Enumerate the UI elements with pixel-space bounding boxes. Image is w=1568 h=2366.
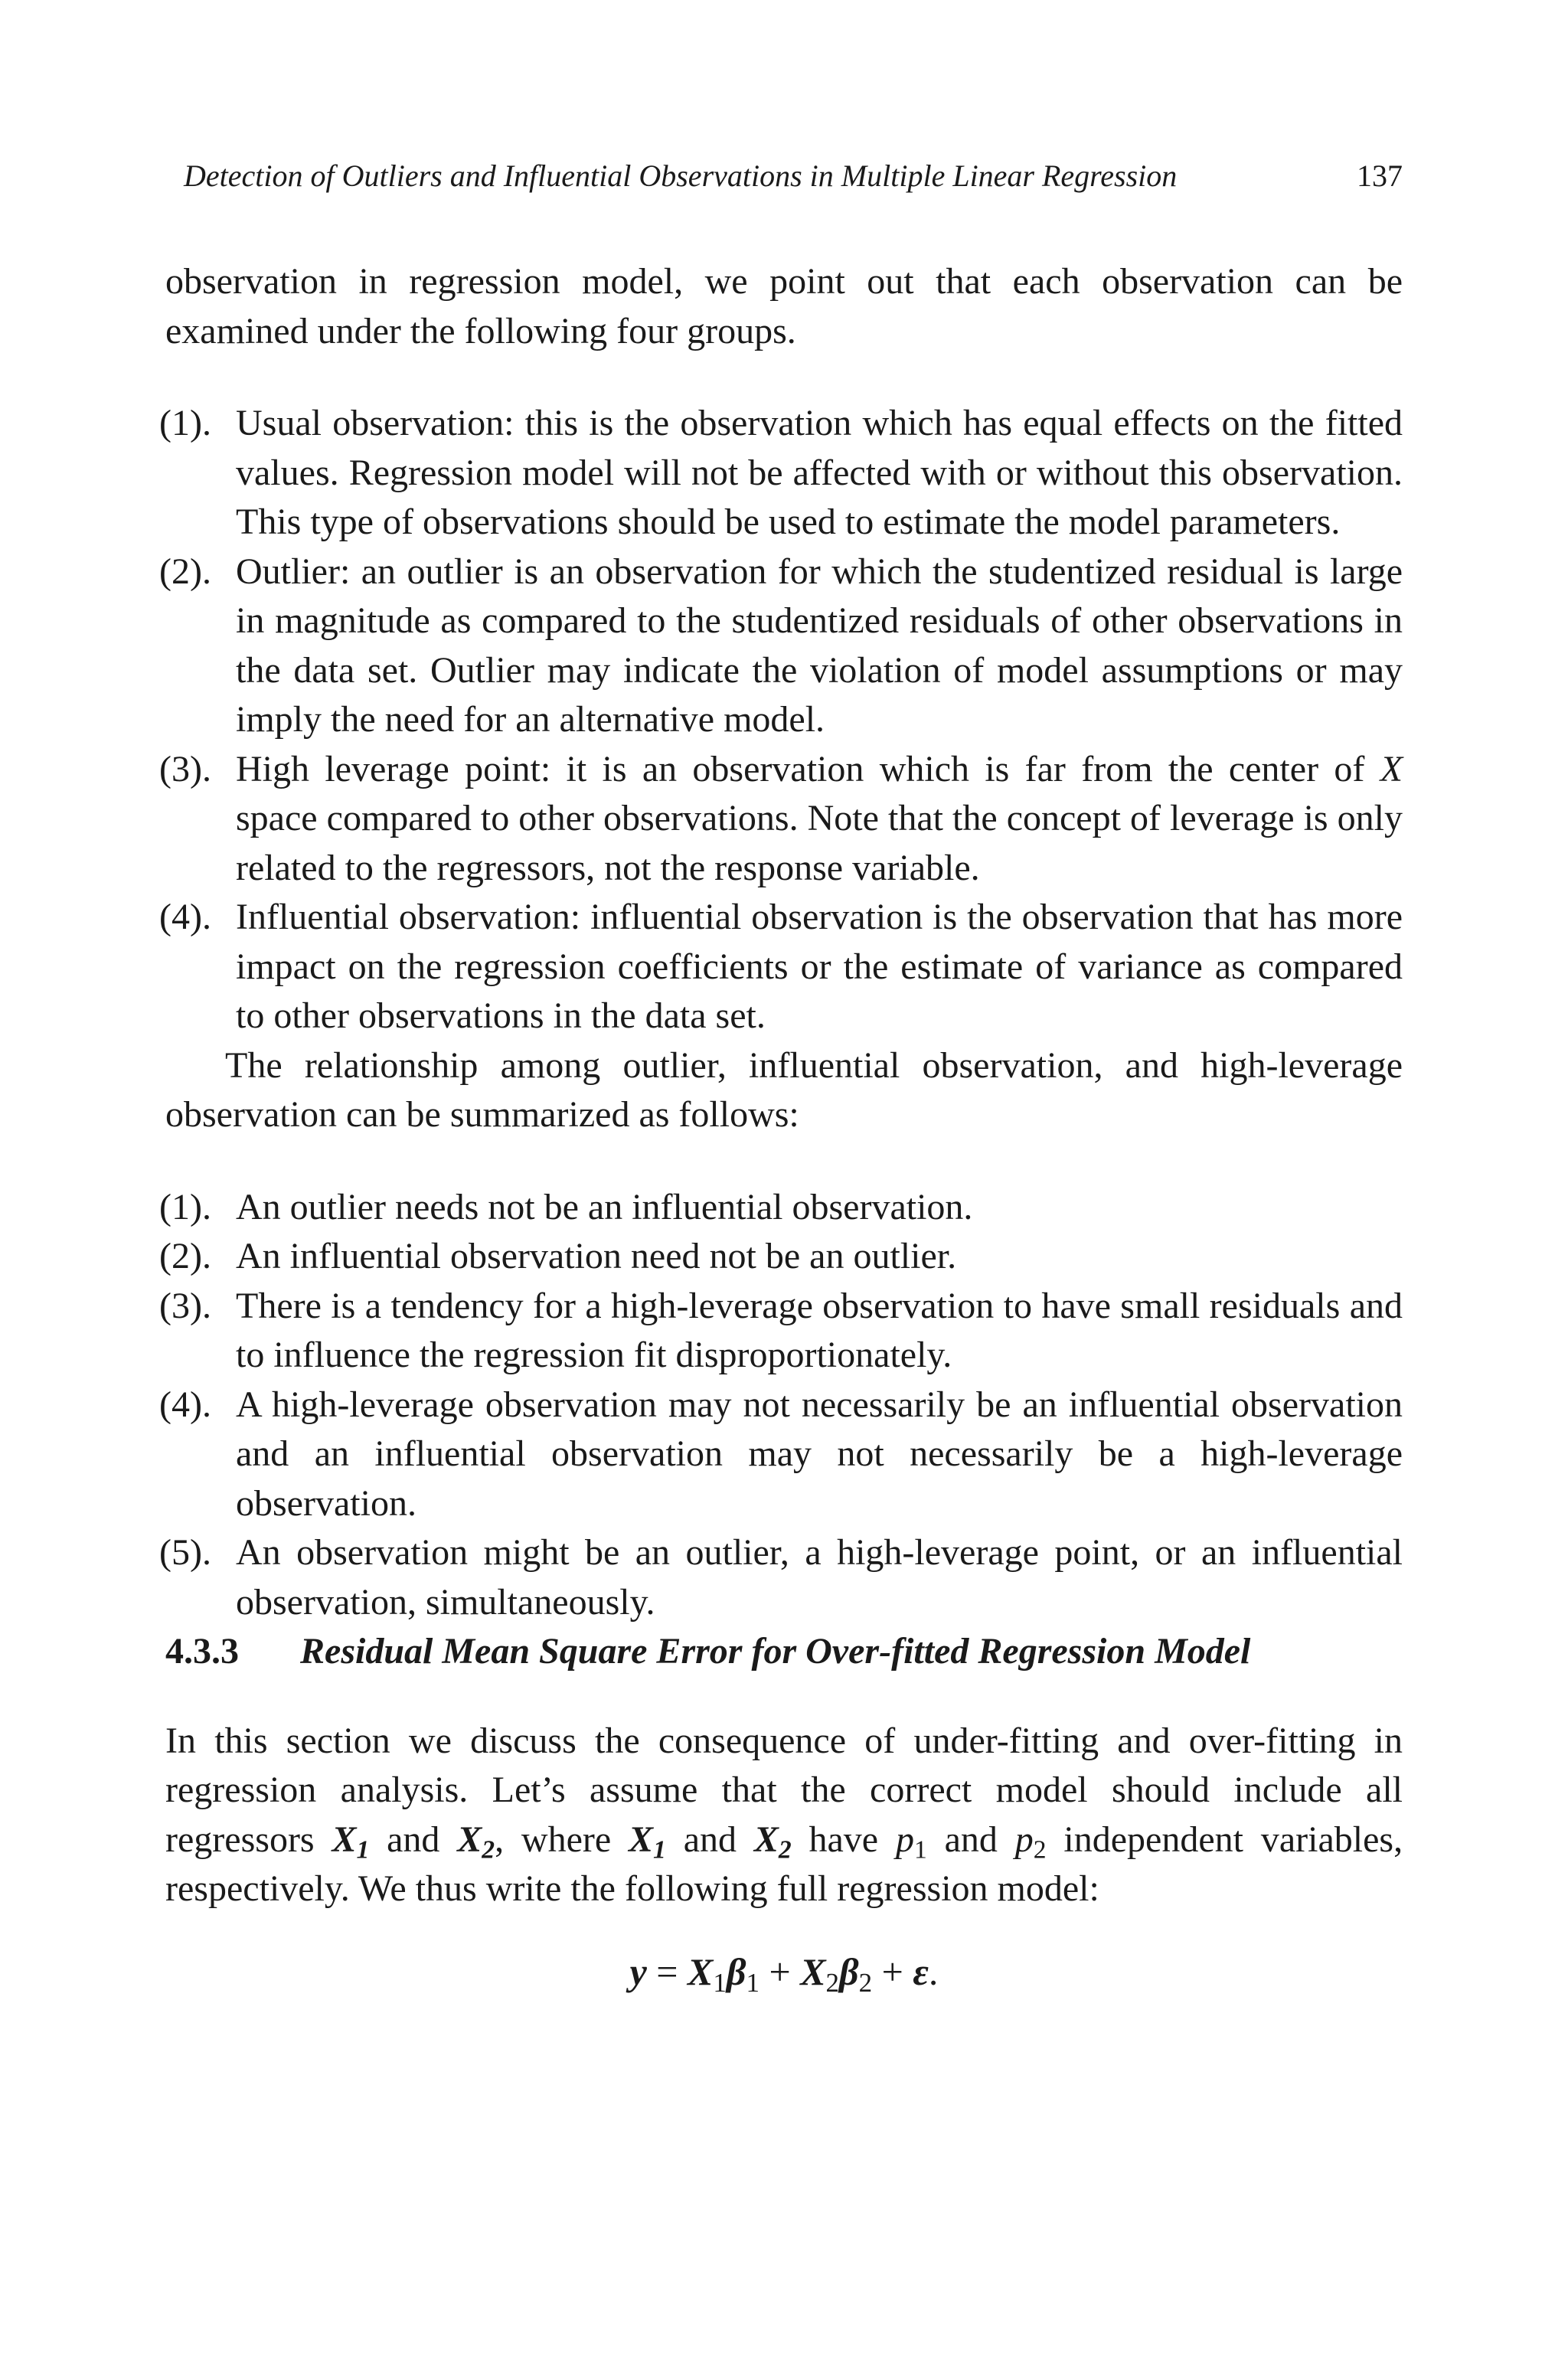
regression-equation xyxy=(165,1945,1403,1998)
list-item-number: (5). xyxy=(159,1532,211,1573)
paragraph-text: independent variables, respectively. We thus write the following full regression model: xyxy=(165,1819,1403,1909)
equals-sign: = xyxy=(646,1949,688,1993)
final-paragraph xyxy=(165,1717,1403,1914)
list-item-number: (2). xyxy=(159,1236,211,1276)
math-variable-p1: $p_1$ xyxy=(895,1819,927,1864)
paragraph-text: In this section we discuss the consequence of under-fitting and over-fitting in regression analysis. Let’s assume that the correct model should include all regressors xyxy=(165,1720,1403,1860)
list-item xyxy=(159,547,1403,745)
section-title: Residual Mean Square Error for Over-fitted Regression Model xyxy=(300,1631,1251,1672)
list-item xyxy=(159,745,1403,894)
math-matrix-x2: $X_2$ xyxy=(800,1949,840,1998)
list-item-text: A high-leverage observation may not necessarily be an influential observation and an influential observation may not necessarily be a high-leverage observation. xyxy=(236,1384,1403,1524)
list-item xyxy=(159,1381,1403,1529)
paragraph-text: , where xyxy=(495,1819,612,1860)
list-item-text: Outlier: an outlier is an observation for which the studentized residual is large in magnitude as compared to the studentized residuals of other observations in the data set. Outlier may indicate the violation of model assumptions or may imply the need for an alternative model. xyxy=(236,551,1403,740)
plus-sign: + xyxy=(759,1949,801,1993)
list-item xyxy=(159,893,1403,1041)
page-number: 137 xyxy=(1357,158,1403,193)
list-item-number: (1). xyxy=(159,403,211,443)
list-item-number: (2). xyxy=(159,551,211,592)
math-matrix-x2: $X_2$ xyxy=(457,1819,495,1864)
list-item-number: (4). xyxy=(159,1384,211,1425)
list-item-text: Usual observation: this is the observation which has equal effects on the fitted values. Regression model will not be affected with or without this observation. This type of observations should be used to estimate the model parameters. xyxy=(236,403,1403,542)
math-variable-p2: $p_2$ xyxy=(1014,1819,1047,1864)
plus-sign: + xyxy=(872,1949,913,1993)
body-text xyxy=(159,257,1403,1998)
section-number: 4.3.3 xyxy=(165,1631,239,1672)
math-matrix-x1: $X_1$ xyxy=(688,1949,727,1998)
paragraph-text: and xyxy=(387,1819,440,1860)
math-beta-2: $\beta_2$ xyxy=(839,1949,873,1998)
list-item-number: (3). xyxy=(159,748,211,789)
list-item xyxy=(159,1528,1403,1627)
relationship-paragraph: The relationship among outlier, influential observation, and high-leverage observation can be summarized as follows: xyxy=(165,1044,1403,1135)
list-item-number: (3). xyxy=(159,1285,211,1326)
running-head xyxy=(184,153,1403,199)
paragraph-text: and xyxy=(683,1819,737,1860)
list-item-text: An influential observation need not be an outlier. xyxy=(236,1236,957,1276)
relationships-list xyxy=(159,1183,1403,1628)
list-item-number: (1). xyxy=(159,1186,211,1227)
math-vector-y: y xyxy=(629,1949,647,1993)
list-item-text: Influential observation: influential observation is the observation that has more impact on the regression coefficients or the estimate of variance as compared to other observations in the data set. xyxy=(236,897,1403,1036)
running-head-title: Detection of Outliers and Influential Observations in Multiple Linear Regression xyxy=(184,158,1178,193)
list-item xyxy=(159,1282,1403,1381)
math-variable-x: X xyxy=(1380,748,1403,789)
paragraph-text: and xyxy=(944,1819,998,1860)
math-epsilon: ε xyxy=(913,1949,929,1993)
paragraph-text: have xyxy=(808,1819,879,1860)
period: . xyxy=(928,1949,939,1993)
math-beta-1: $\beta_1$ xyxy=(726,1949,760,1998)
intro-paragraph: observation in regression model, we point out that each observation can be examined under the following four groups. xyxy=(165,261,1403,351)
list-item xyxy=(159,399,1403,547)
list-item-text: space compared to other observations. Note that the concept of leverage is only related to the regressors, not the response variable. xyxy=(236,798,1403,888)
list-item-number: (4). xyxy=(159,897,211,937)
math-matrix-x2: $X_2$ xyxy=(753,1819,792,1864)
list-item xyxy=(159,1232,1403,1282)
math-matrix-x1: $X_1$ xyxy=(332,1819,370,1864)
section-heading xyxy=(165,1627,1403,1677)
list-item-text: There is a tendency for a high-leverage observation to have small residuals and to influence the regression fit disproportionately. xyxy=(236,1285,1403,1375)
list-item-text: An outlier needs not be an influential observation. xyxy=(236,1186,973,1227)
math-matrix-x1: $X_1$ xyxy=(629,1819,666,1864)
list-item-text: High leverage point: it is an observation which is far from the center of xyxy=(236,748,1365,789)
observation-groups-list xyxy=(159,399,1403,1041)
list-item xyxy=(159,1183,1403,1233)
list-item-text: An observation might be an outlier, a high-leverage point, or an influential observation, simultaneously. xyxy=(236,1532,1403,1623)
